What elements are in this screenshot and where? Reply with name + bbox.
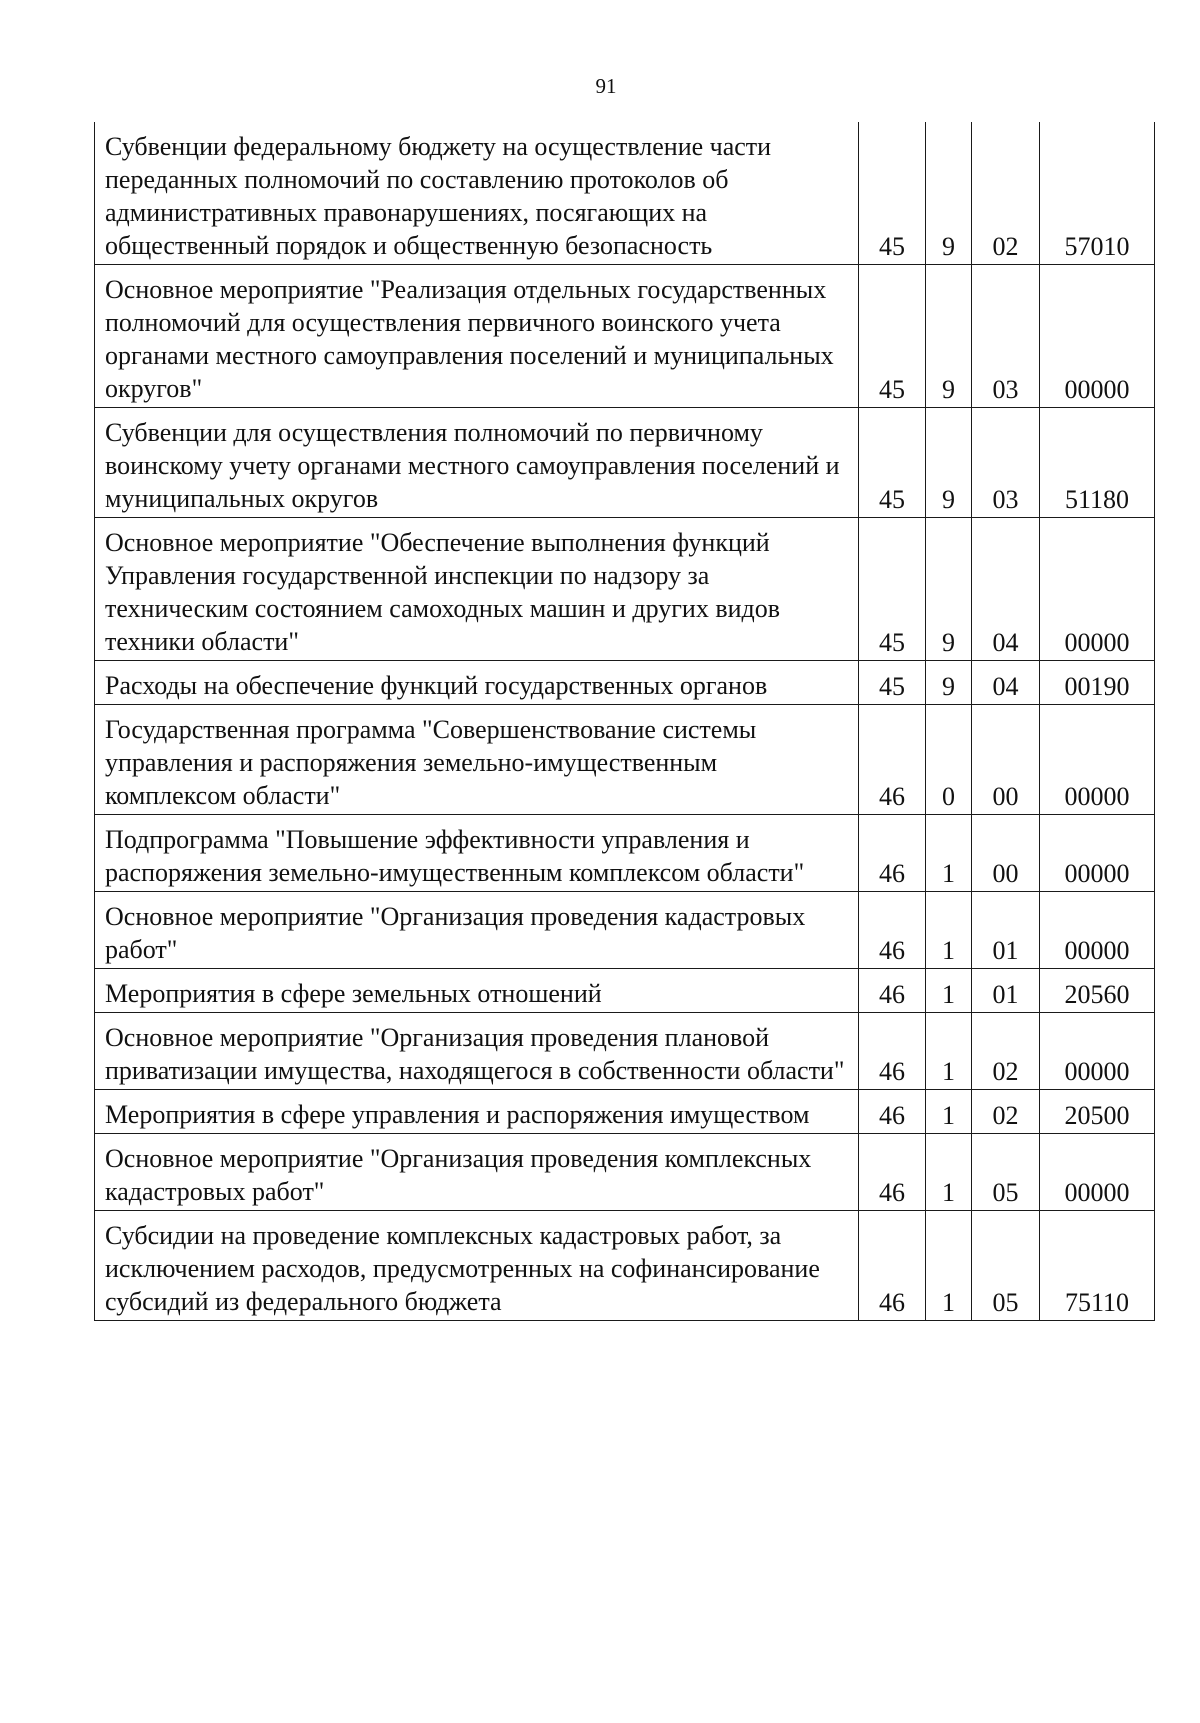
table-body [95, 122, 1155, 1321]
program-code-cell: 46 [859, 1013, 926, 1090]
table-row [95, 969, 1155, 1013]
main-event-code-cell: 05 [972, 1211, 1040, 1321]
main-event-code-cell: 05 [972, 1134, 1040, 1211]
main-event-code-cell: 00 [972, 705, 1040, 815]
expense-direction-code-cell: 75110 [1040, 1211, 1155, 1321]
program-code-cell: 45 [859, 518, 926, 661]
row-description: Основное мероприятие "Организация проведения комплексных кадастровых работ" [105, 1144, 812, 1206]
main-event-code-cell: 00 [972, 815, 1040, 892]
row-description: Основное мероприятие "Организация проведения кадастровых работ" [105, 902, 806, 964]
row-description-cell [95, 815, 859, 892]
expense-direction-code-cell: 00000 [1040, 1013, 1155, 1090]
main-event-code-cell: 03 [972, 265, 1040, 408]
expense-direction-code-cell: 57010 [1040, 122, 1155, 265]
program-code-cell: 46 [859, 1211, 926, 1321]
table-row [95, 408, 1155, 518]
row-description-cell [95, 705, 859, 815]
page-number: 91 [595, 74, 617, 98]
row-description: Основное мероприятие "Реализация отдельных государственных полномочий для осуществления первичного воинского учета органами местного самоуправления поселений и муниципальных округов" [105, 275, 834, 403]
row-description: Государственная программа "Совершенствование системы управления и распоряжения земельно-имущественным комплексом области" [105, 715, 757, 810]
program-code-cell: 46 [859, 1090, 926, 1134]
expense-direction-code-cell: 00000 [1040, 705, 1155, 815]
main-event-code-cell: 03 [972, 408, 1040, 518]
subprogram-code-cell: 1 [926, 1013, 972, 1090]
budget-classification-table [94, 122, 1155, 1321]
subprogram-code-cell: 0 [926, 705, 972, 815]
main-event-code-cell: 02 [972, 1090, 1040, 1134]
program-code-cell: 46 [859, 1134, 926, 1211]
program-code-cell: 45 [859, 265, 926, 408]
expense-direction-code-cell: 20500 [1040, 1090, 1155, 1134]
row-description: Подпрограмма "Повышение эффективности управления и распоряжения земельно-имущественным комплексом области" [105, 825, 805, 887]
table-row [95, 1013, 1155, 1090]
subprogram-code-cell: 9 [926, 122, 972, 265]
table-row [95, 1211, 1155, 1321]
table-row [95, 518, 1155, 661]
subprogram-code-cell: 1 [926, 1134, 972, 1211]
main-event-code-cell: 01 [972, 969, 1040, 1013]
expense-direction-code-cell: 00000 [1040, 1134, 1155, 1211]
row-description: Основное мероприятие "Организация проведения плановой приватизации имущества, находящегося в собственности области" [105, 1023, 845, 1085]
row-description-cell [95, 518, 859, 661]
row-description: Субвенции для осуществления полномочий по первичному воинскому учету органами местного самоуправления поселений и муниципальных округов [105, 418, 840, 513]
table-row [95, 661, 1155, 705]
program-code-cell: 45 [859, 661, 926, 705]
row-description-cell [95, 892, 859, 969]
row-description-cell [95, 1013, 859, 1090]
main-event-code-cell: 01 [972, 892, 1040, 969]
table-row [95, 815, 1155, 892]
program-code-cell: 45 [859, 122, 926, 265]
expense-direction-code-cell: 00190 [1040, 661, 1155, 705]
main-event-code-cell: 04 [972, 661, 1040, 705]
row-description-cell [95, 1134, 859, 1211]
row-description: Субвенции федеральному бюджету на осуществление части переданных полномочий по составлению протоколов об административных правонарушениях, посягающих на общественный порядок и общественную безопасность [105, 132, 772, 260]
main-event-code-cell: 02 [972, 1013, 1040, 1090]
main-event-code-cell: 02 [972, 122, 1040, 265]
table-row [95, 1134, 1155, 1211]
program-code-cell: 46 [859, 815, 926, 892]
row-description: Мероприятия в сфере управления и распоряжения имуществом [105, 1100, 810, 1129]
row-description-cell [95, 122, 859, 265]
row-description: Расходы на обеспечение функций государственных органов [105, 671, 768, 700]
row-description: Мероприятия в сфере земельных отношений [105, 979, 602, 1008]
row-description: Субсидии на проведение комплексных кадастровых работ, за исключением расходов, предусмотренных на софинансирование субсидий из федерального бюджета [105, 1221, 820, 1316]
row-description-cell [95, 408, 859, 518]
subprogram-code-cell: 1 [926, 969, 972, 1013]
subprogram-code-cell: 9 [926, 661, 972, 705]
row-description-cell [95, 969, 859, 1013]
row-description-cell [95, 1090, 859, 1134]
main-event-code-cell: 04 [972, 518, 1040, 661]
table-row [95, 1090, 1155, 1134]
subprogram-code-cell: 9 [926, 265, 972, 408]
row-description-cell [95, 265, 859, 408]
program-code-cell: 46 [859, 969, 926, 1013]
row-description-cell [95, 661, 859, 705]
program-code-cell: 46 [859, 892, 926, 969]
subprogram-code-cell: 1 [926, 1211, 972, 1321]
program-code-cell: 46 [859, 705, 926, 815]
subprogram-code-cell: 9 [926, 408, 972, 518]
table-row [95, 122, 1155, 265]
table-row [95, 705, 1155, 815]
expense-direction-code-cell: 00000 [1040, 815, 1155, 892]
expense-direction-code-cell: 20560 [1040, 969, 1155, 1013]
subprogram-code-cell: 9 [926, 518, 972, 661]
table-row [95, 265, 1155, 408]
subprogram-code-cell: 1 [926, 892, 972, 969]
row-description: Основное мероприятие "Обеспечение выполнения функций Управления государственной инспекции по надзору за техническим состоянием самоходных машин и других видов техники области" [105, 528, 781, 656]
row-description-cell [95, 1211, 859, 1321]
program-code-cell: 45 [859, 408, 926, 518]
expense-direction-code-cell: 00000 [1040, 518, 1155, 661]
expense-direction-code-cell: 51180 [1040, 408, 1155, 518]
table-row [95, 892, 1155, 969]
subprogram-code-cell: 1 [926, 815, 972, 892]
expense-direction-code-cell: 00000 [1040, 892, 1155, 969]
subprogram-code-cell: 1 [926, 1090, 972, 1134]
expense-direction-code-cell: 00000 [1040, 265, 1155, 408]
